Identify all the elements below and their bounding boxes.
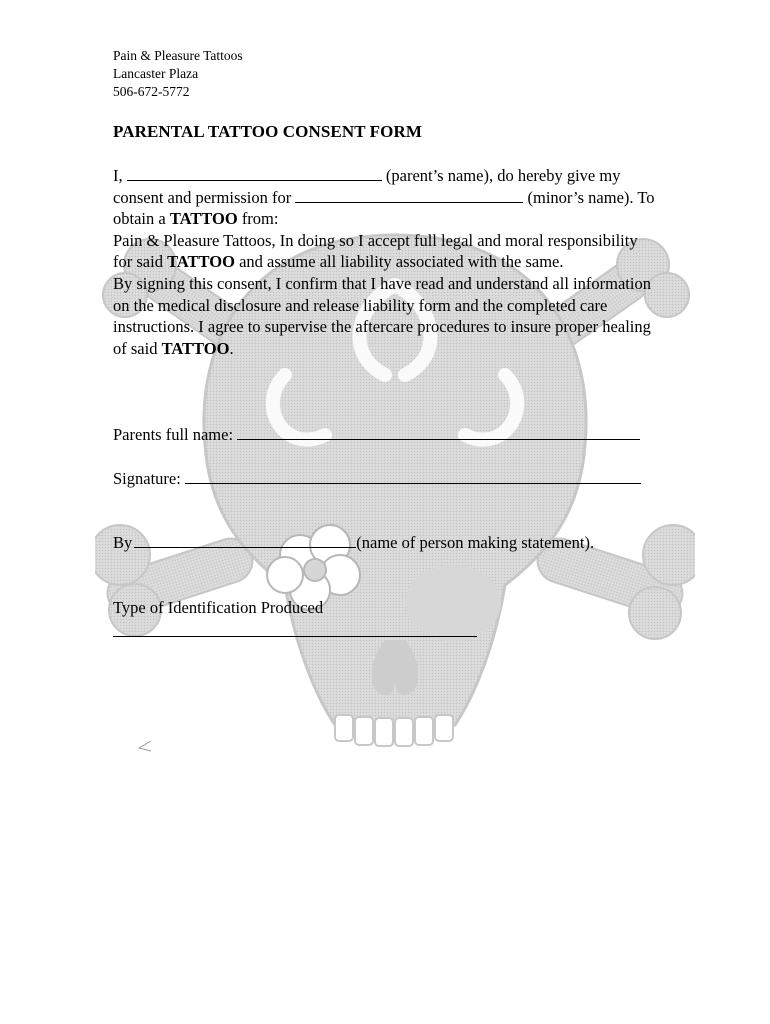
from-text: from: [241,209,279,229]
tattoo-word: TATTOO [167,252,235,272]
responsibility-text: Pain & Pleasure Tattoos, In doing so I accept full legal and moral responsibility for said [113,230,638,272]
by-field [113,533,594,553]
form-title: PARENTAL TATTOO CONSENT FORM [113,122,423,141]
paragraph-confirmation [113,273,658,359]
signature-field [113,469,641,489]
parent-consent-text: (parent’s name), do hereby give my consent and permission for [113,166,621,207]
minor-name-blank[interactable] [295,188,523,203]
shop-header [113,47,243,101]
consent-statement [113,165,658,359]
parents-full-name-blank[interactable] [237,425,640,440]
paragraph-parent-consent [113,165,658,230]
liability-text: and assume all liability associated with the same. [239,252,564,272]
signature-label: Signature: [113,469,181,488]
shop-location: Lancaster Plaza [113,66,199,81]
by-name-blank[interactable] [134,533,356,548]
shop-name: Pain & Pleasure Tattoos [113,48,243,63]
tattoo-word: TATTOO [169,209,238,229]
by-note: (name of person making statement). [356,533,595,552]
identification-blank-row [113,622,477,642]
pronoun-text: I, [113,166,123,185]
confirmation-text: By signing this consent, I confirm that I have read and understand all information on the medical disclosure and release liability form and the completed care instructions. I agree to supervise the aftercare procedures to insure proper healing of said [113,273,651,358]
period: . [229,338,234,358]
paragraph-responsibility [113,230,658,273]
tattoo-word: TATTOO [161,338,230,358]
by-label: By [113,533,133,552]
identification-blank[interactable] [113,622,477,637]
parent-name-blank[interactable] [127,166,382,181]
scan-mark-icon [138,740,152,752]
parents-full-name-field [113,425,640,445]
signature-blank[interactable] [185,469,641,484]
minor-name-text: (minor’s name). To obtain a [113,187,655,229]
shop-phone: 506-672-5772 [113,84,190,99]
identification-label: Type of Identification Produced [113,598,324,617]
parents-full-name-label: Parents full name: [113,425,234,444]
identification-field [113,598,323,618]
